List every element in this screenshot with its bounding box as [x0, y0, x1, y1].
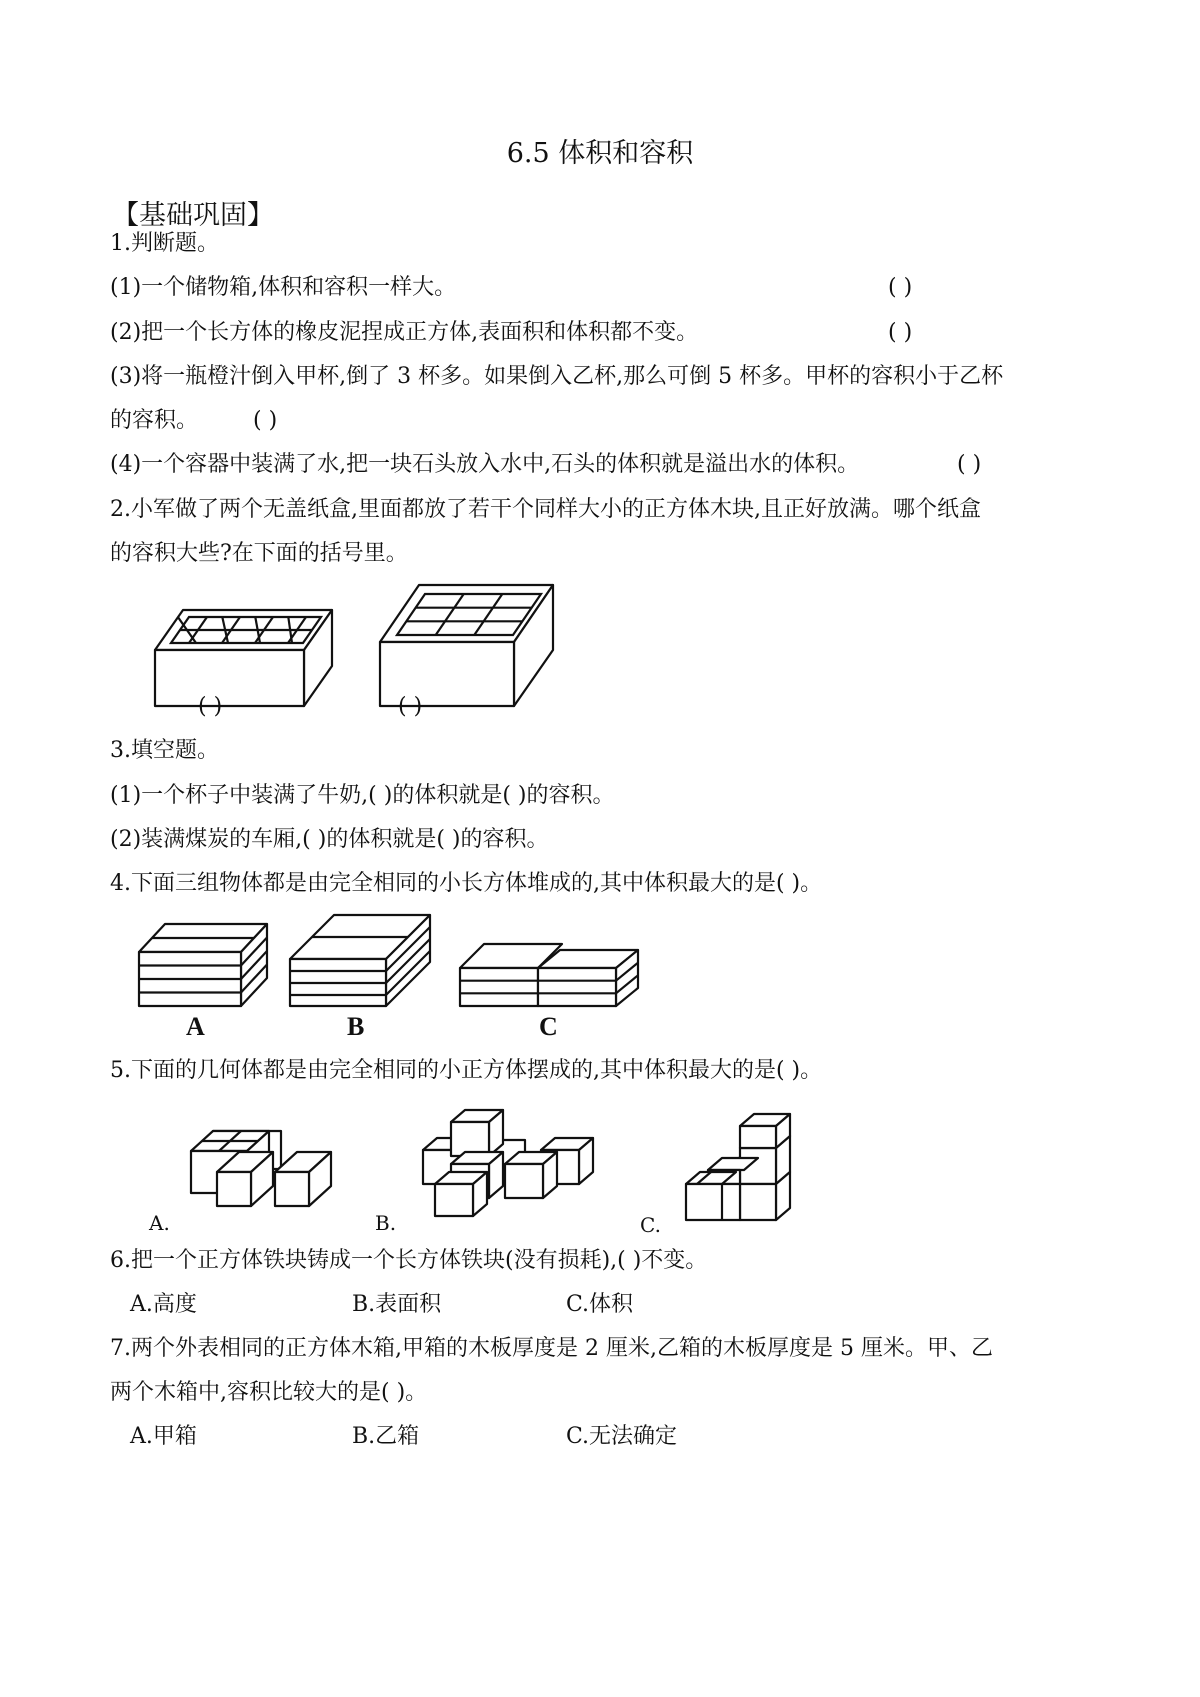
q3-stem: 3.填空题。 [110, 738, 219, 763]
q7-option-b[interactable]: B.乙箱 [352, 1424, 420, 1449]
q1-item-4: (4)一个容器中装满了水,把一块石头放入水中,石头的体积就是溢出水的体积。 [110, 452, 860, 477]
q5-cube-figure-a [185, 1126, 345, 1226]
q1-item-2-answer-blank[interactable]: ( ) [888, 320, 913, 345]
q5-label-a: A. [149, 1211, 170, 1235]
q4-stack-figure-c [454, 938, 646, 1010]
q3-item-2: (2)装满煤炭的车厢,( )的体积就是( )的容积。 [110, 827, 549, 852]
q7-option-c[interactable]: C.无法确定 [566, 1424, 678, 1449]
q7-option-a[interactable]: A.甲箱 [130, 1424, 197, 1449]
q1-item-3-line-2: 的容积。 [110, 408, 199, 433]
q3-item-1: (1)一个杯子中装满了牛奶,( )的体积就是( )的容积。 [110, 783, 615, 808]
q2-answer-blank-right[interactable]: ( ) [398, 694, 423, 719]
q6-option-c[interactable]: C.体积 [566, 1292, 634, 1317]
q6-option-a[interactable]: A.高度 [130, 1292, 197, 1317]
q1-item-1-answer-blank[interactable]: ( ) [888, 275, 913, 300]
q2-stem-line-1: 2.小军做了两个无盖纸盒,里面都放了若干个同样大小的正方体木块,且正好放满。哪个纸盒 [110, 497, 981, 522]
q4-label-a: A [186, 1012, 205, 1041]
q1-item-4-answer-blank[interactable]: ( ) [957, 452, 982, 477]
q4-label-b: B [347, 1012, 365, 1041]
q1-item-2: (2)把一个长方体的橡皮泥捏成正方体,表面积和体积都不变。 [110, 320, 699, 345]
q6-option-b[interactable]: B.表面积 [352, 1292, 442, 1317]
q1-item-3-answer-blank[interactable]: ( ) [253, 408, 278, 433]
q1-item-3-line-1: (3)将一瓶橙汁倒入甲杯,倒了 3 杯多。如果倒入乙杯,那么可倒 5 杯多。甲杯的容积小于乙杯 [110, 364, 1004, 389]
q1-item-1: (1)一个储物箱,体积和容积一样大。 [110, 275, 457, 300]
page-title: 6.5 体积和容积 [506, 138, 694, 169]
q4-stack-figure-a [133, 918, 283, 1010]
section-heading: 【基础巩固】 [112, 200, 274, 231]
q6-stem: 6.把一个正方体铁块铸成一个长方体铁块(没有损耗),( )不变。 [110, 1248, 708, 1273]
q4-stem: 4.下面三组物体都是由完全相同的小长方体堆成的,其中体积最大的是( )。 [110, 871, 823, 896]
q2-answer-blank-left[interactable]: ( ) [198, 694, 223, 719]
q5-cube-figure-c [682, 1108, 832, 1226]
q5-cube-figure-b [415, 1104, 615, 1224]
q2-box-figure-right [375, 580, 605, 708]
q7-stem-line-2: 两个木箱中,容积比较大的是( )。 [110, 1380, 428, 1405]
q4-stack-figure-b [284, 909, 434, 1010]
q4-label-c: C [539, 1012, 558, 1041]
q5-label-c: C. [640, 1213, 661, 1237]
q2-stem-line-2: 的容积大些?在下面的括号里。 [110, 541, 408, 566]
q5-stem: 5.下面的几何体都是由完全相同的小正方体摆成的,其中体积最大的是( )。 [110, 1058, 823, 1083]
q7-stem-line-1: 7.两个外表相同的正方体木箱,甲箱的木板厚度是 2 厘米,乙箱的木板厚度是 5 厘米。甲、乙 [110, 1336, 993, 1361]
q5-label-b: B. [375, 1211, 397, 1235]
q2-box-figure-left [150, 598, 360, 708]
q1-stem: 1.判断题。 [110, 231, 219, 256]
